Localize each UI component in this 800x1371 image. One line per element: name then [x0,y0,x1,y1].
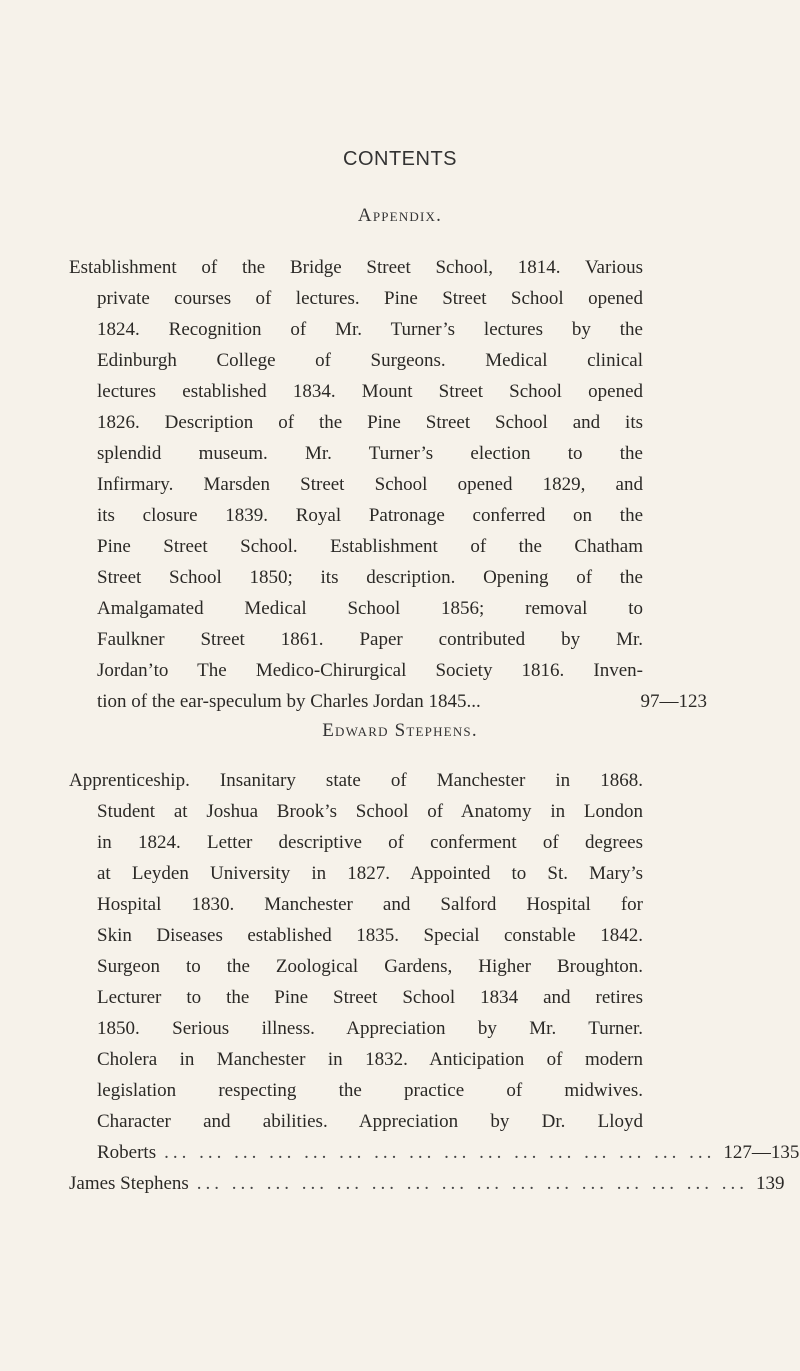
entry-line: Student at Joshua Brook’s School of Anatomy in London [97,801,643,822]
entry-line: Amalgamated Medical School 1856; removal to [97,598,643,619]
entry-line: at Leyden University in 1827. Appointed to St. Mary’s [97,863,643,884]
entry-line: Pine Street School. Establishment of the Chatham [97,536,643,557]
running-head: CONTENTS [343,148,457,170]
section-title-edward-stephens: Edward Stephens. [322,720,478,741]
dot-leader: ... ... ... ... ... ... ... ... ... ... ... ... ... ... ... ... [164,1142,716,1163]
entry-line: Character and abilities. Appreciation by Dr. Lloyd [97,1111,643,1132]
entry-line: Skin Diseases established 1835. Special constable 1842. [97,925,643,946]
entry-line: Edinburgh College of Surgeons. Medical clinical [97,350,643,371]
entry-line: Infirmary. Marsden Street School opened 1829, and [97,474,643,495]
entry-line [69,1169,785,1199]
entry-last-line [97,1138,800,1168]
entry-line: legislation respecting the practice of midwives. [97,1080,643,1101]
entry-text: tion of the ear-speculum by Charles Jordan 1845... [97,691,481,712]
entry-line: Faulkner Street 1861. Paper contributed by Mr. [97,629,643,650]
entry-text: Roberts [97,1142,157,1163]
entry-text: James Stephens [69,1173,189,1194]
entry-line: in 1824. Letter descriptive of conferment of degrees [97,832,643,853]
entry-line: Lecturer to the Pine Street School 1834 and retires [97,987,643,1008]
entry-line: 1824. Recognition of Mr. Turner’s lectures by the [97,319,643,340]
entry-line: lectures established 1834. Mount Street School opened [97,381,643,402]
section-title-appendix: Appendix. [357,205,443,226]
entry-line: splendid museum. Mr. Turner’s election to the [97,443,643,464]
entry-line: its closure 1839. Royal Patronage conferred on the [97,505,643,526]
dot-leader: ... ... ... ... ... ... ... ... ... ... ... ... ... ... ... ... [196,1173,749,1194]
entry-line: 1826. Description of the Pine Street School and its [97,412,643,433]
entry-line: Hospital 1830. Manchester and Salford Hospital for [97,894,643,915]
page-range: 127—135 [723,1142,800,1163]
page-range: 97—123 [640,691,707,712]
entry-line: 1850. Serious illness. Appreciation by Mr. Turner. [97,1018,643,1039]
entry-line: Establishment of the Bridge Street School, 1814. Various [69,257,643,278]
entry-line: Jordan’to The Medico-Chirurgical Society 1816. Inven- [97,660,643,681]
entry-line: Surgeon to the Zoological Gardens, Higher Broughton. [97,956,643,977]
entry-last-line [97,687,707,717]
entry-line: Cholera in Manchester in 1832. Anticipation of modern [97,1049,643,1070]
entry-line: Street School 1850; its description. Opening of the [97,567,643,588]
entry-line: Apprenticeship. Insanitary state of Manchester in 1868. [69,770,643,791]
page-number: 139 [756,1173,785,1194]
entry-line: private courses of lectures. Pine Street School opened [97,288,643,309]
